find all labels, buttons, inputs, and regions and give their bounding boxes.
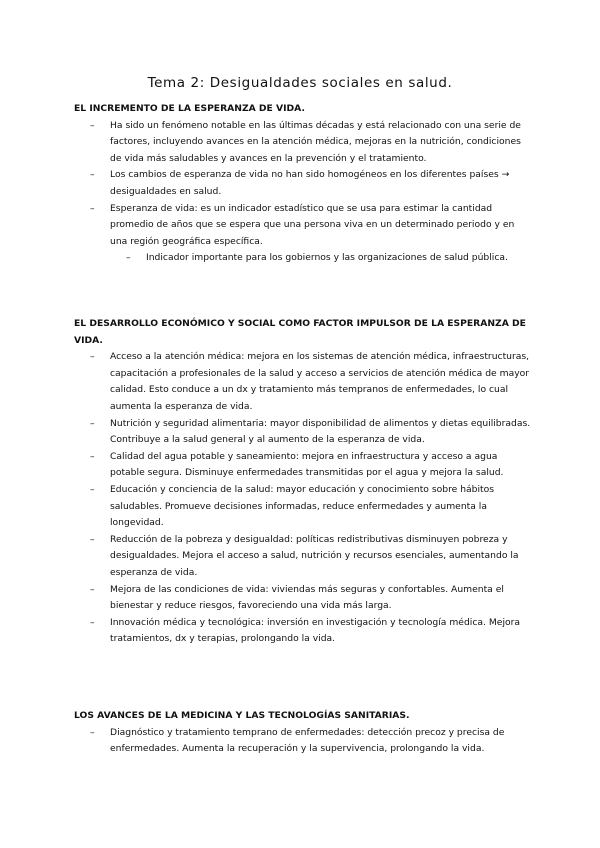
section-heading: LOS AVANCES DE LA MEDICINA Y LAS TECNOLOGÍAS SANITARIAS. (74, 710, 410, 721)
list-item: – Reducción de la pobreza y desigualdad: políticas redistributivas disminuyen pobreza y desigualdades. Mejora el acceso a salud, nutrición y recursos esenciales, aumentando la esperanza de vida. (74, 532, 534, 582)
list-item: – Calidad del agua potable y saneamiento: mejora en infraestructura y acceso a agua potable segura. Disminuye enfermedades transmitidas por el agua y mejora la salud. (74, 449, 534, 482)
list-item: – Diagnóstico y tratamiento temprano de enfermedades: detección precoz y precisa de enfermedades. Aumenta la recuperación y la supervivencia, prolongando la vida. (74, 725, 534, 758)
list-item: – Nutrición y seguridad alimentaria: mayor disponibilidad de alimentos y dietas equilibradas. Contribuye a la salud general y al aumento de la esperanza de vida. (74, 416, 534, 449)
list-item: – Mejora de las condiciones de vida: viviendas más seguras y confortables. Aumenta el bienestar y reduce riesgos, favoreciendo una vida más larga. (74, 582, 534, 615)
bullet-list (74, 349, 534, 648)
section-life-expectancy (74, 101, 534, 267)
sub-list-item: – Indicador importante para los gobiernos y las organizaciones de salud pública. (74, 250, 534, 267)
list-item: – Educación y conciencia de la salud: mayor educación y conocimiento sobre hábitos saludables. Promueve decisiones informadas, reduce enfermedades y aumenta la longevidad. (74, 482, 534, 532)
list-item: – Esperanza de vida: es un indicador estadístico que se usa para estimar la cantidad promedio de años que se espera que una persona viva en un determinado periodo y en una región geográfica específica. (74, 201, 534, 251)
page-title: Tema 2: Desigualdades sociales en salud. (147, 75, 453, 91)
list-item: – Acceso a la atención médica: mejora en los sistemas de atención médica, infraestructuras, capacitación a profesionales de la salud y acceso a servicios de atención médica de mayor calidad. Esto conduce a un dx y tratamiento más tempranos de enfermedades, lo cual aumenta la esperanza de vida. (74, 349, 534, 415)
bullet-list (74, 118, 534, 267)
bullet-list (74, 725, 534, 758)
list-item: – Innovación médica y tecnológica: inversión en investigación y tecnología médica. Mejora tratamientos, dx y terapias, prolongando la vida. (74, 615, 534, 648)
section-heading: EL INCREMENTO DE LA ESPERANZA DE VIDA. (74, 103, 305, 114)
section-heading: EL DESARROLLO ECONÓMICO Y SOCIAL COMO FACTOR IMPULSOR DE LA ESPERANZA DE VIDA. (74, 318, 526, 346)
list-item: – Ha sido un fenómeno notable en las últimas décadas y está relacionado con una serie de factores, incluyendo avances en la atención médica, mejoras en la nutrición, condiciones de vida más saludables y avances en la prevención y el tratamiento. (74, 118, 534, 168)
section-medical-advances (74, 708, 534, 758)
list-item: – Los cambios de esperanza de vida no han sido homogéneos en los diferentes países → desigualdades en salud. (74, 167, 534, 200)
section-economic-development (74, 316, 534, 648)
